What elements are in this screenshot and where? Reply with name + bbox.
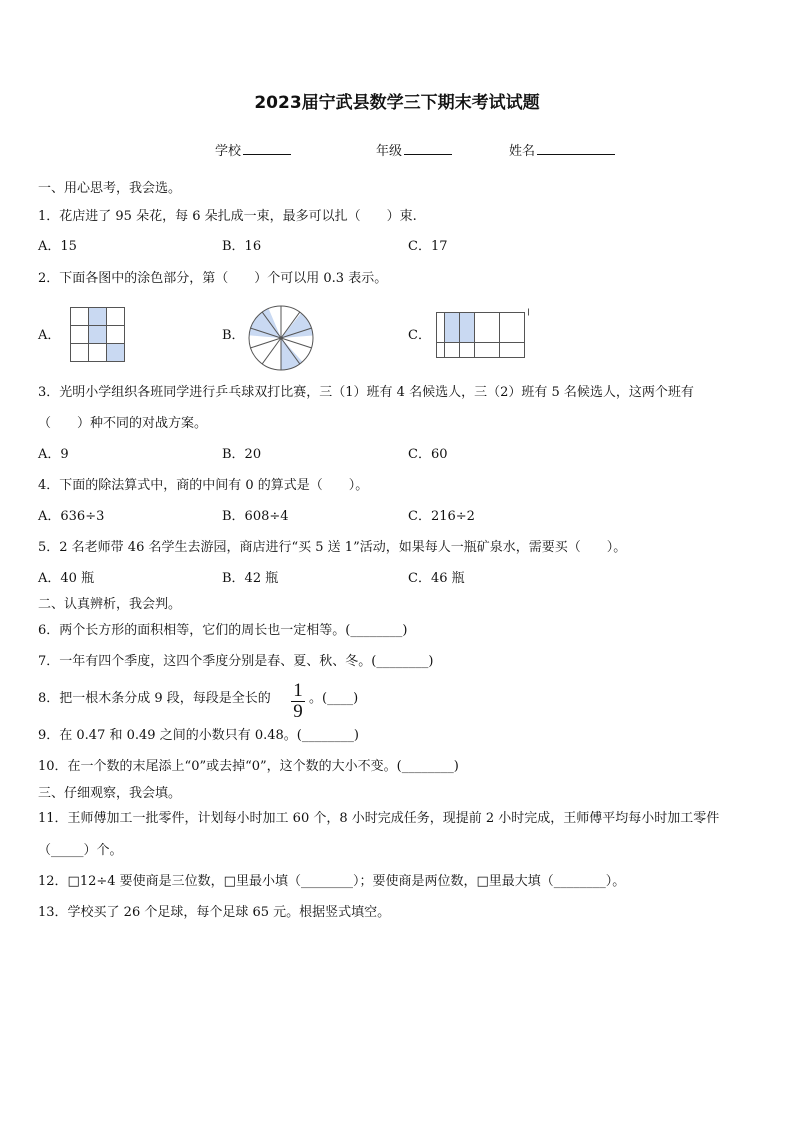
q2-figure-a-grid xyxy=(70,307,128,363)
question-8-text: 8．把一根木条分成 9 段，每段是全长的 xyxy=(38,691,271,706)
fraction-denominator: 9 xyxy=(293,701,303,722)
section-2-heading: 二、认真辨析，我会判。 xyxy=(38,597,182,612)
q1-option-c[interactable]: C．17 xyxy=(408,239,448,254)
q2-option-c[interactable]: C． xyxy=(408,328,431,343)
q2-option-b[interactable]: B． xyxy=(222,328,245,343)
q3-option-a[interactable]: A．9 xyxy=(38,447,69,462)
name-field[interactable]: 姓名 xyxy=(509,140,615,159)
fraction-numerator: 1 xyxy=(293,680,303,701)
question-3-line-2: （ ）种不同的对战方案。 xyxy=(38,416,208,431)
q1-option-a[interactable]: A．15 xyxy=(38,239,77,254)
page-title: 2023届宁武县数学三下期末考试试题 xyxy=(254,93,540,113)
question-2: 2．下面各图中的涂色部分，第（ ）个可以用 0.3 表示。 xyxy=(38,271,388,286)
grade-field[interactable]: 年级 xyxy=(376,140,452,159)
question-11-line-1: 11．王师傅加工一批零件，计划每小时加工 60 个，8 小时完成任务，现提前 2 小时完成，王师傅平均每小时加工零件 xyxy=(38,811,720,826)
q2-option-a[interactable]: A． xyxy=(38,328,61,343)
question-12: 12．□12÷4 要使商是三位数，□里最小填（________）；要使商是两位数，□里最大填（________）。 xyxy=(38,874,626,889)
q5-option-a[interactable]: A．40 瓶 xyxy=(38,571,95,586)
fraction-one-ninth xyxy=(290,682,306,721)
q1-option-b[interactable]: B．16 xyxy=(222,239,262,254)
question-13: 13．学校买了 26 个足球，每个足球 65 元。根据竖式填空。 xyxy=(38,905,391,920)
q5-option-b[interactable]: B．42 瓶 xyxy=(222,571,279,586)
q4-option-c[interactable]: C．216÷2 xyxy=(408,509,475,524)
section-3-heading: 三、仔细观察，我会填。 xyxy=(38,786,182,801)
question-7: 7．一年有四个季度，这四个季度分别是春、夏、秋、冬。(________) xyxy=(38,654,434,669)
q2-figure-b-circle xyxy=(248,305,314,371)
question-4: 4．下面的除法算式中，商的中间有 0 的算式是（ ）。 xyxy=(38,478,369,493)
question-10: 10．在一个数的末尾添上“0”或去掉“0”，这个数的大小不变。(________) xyxy=(38,759,459,774)
question-6: 6．两个长方形的面积相等，它们的周长也一定相等。(________) xyxy=(38,623,408,638)
question-11-line-2: （_____）个。 xyxy=(38,843,123,858)
school-field[interactable]: 学校 xyxy=(215,140,291,159)
name-blank[interactable] xyxy=(537,141,615,155)
grade-blank[interactable] xyxy=(404,141,452,155)
q2-figure-c-rect xyxy=(436,308,530,360)
q5-option-c[interactable]: C．46 瓶 xyxy=(408,571,465,586)
section-1-heading: 一、用心思考，我会选。 xyxy=(38,181,182,196)
school-blank[interactable] xyxy=(243,141,291,155)
q4-option-b[interactable]: B．608÷4 xyxy=(222,509,289,524)
question-8-answer: 。(____) xyxy=(309,691,359,706)
q4-option-a[interactable]: A．636÷3 xyxy=(38,509,105,524)
q3-option-c[interactable]: C．60 xyxy=(408,447,448,462)
q3-option-b[interactable]: B．20 xyxy=(222,447,262,462)
question-9: 9．在 0.47 和 0.49 之间的小数只有 0.48。(________) xyxy=(38,728,359,743)
question-5: 5．2 名老师带 46 名学生去游园，商店进行“买 5 送 1”活动，如果每人一瓶矿泉水，需要买（ ）。 xyxy=(38,540,627,555)
question-1: 1．花店进了 95 朵花，每 6 朵扎成一束，最多可以扎（ ）束. xyxy=(38,209,417,224)
question-3-line-1: 3．光明小学组织各班同学进行乒乓球双打比赛，三（1）班有 4 名候选人，三（2）班有 5 名候选人，这两个班有 xyxy=(38,385,694,400)
